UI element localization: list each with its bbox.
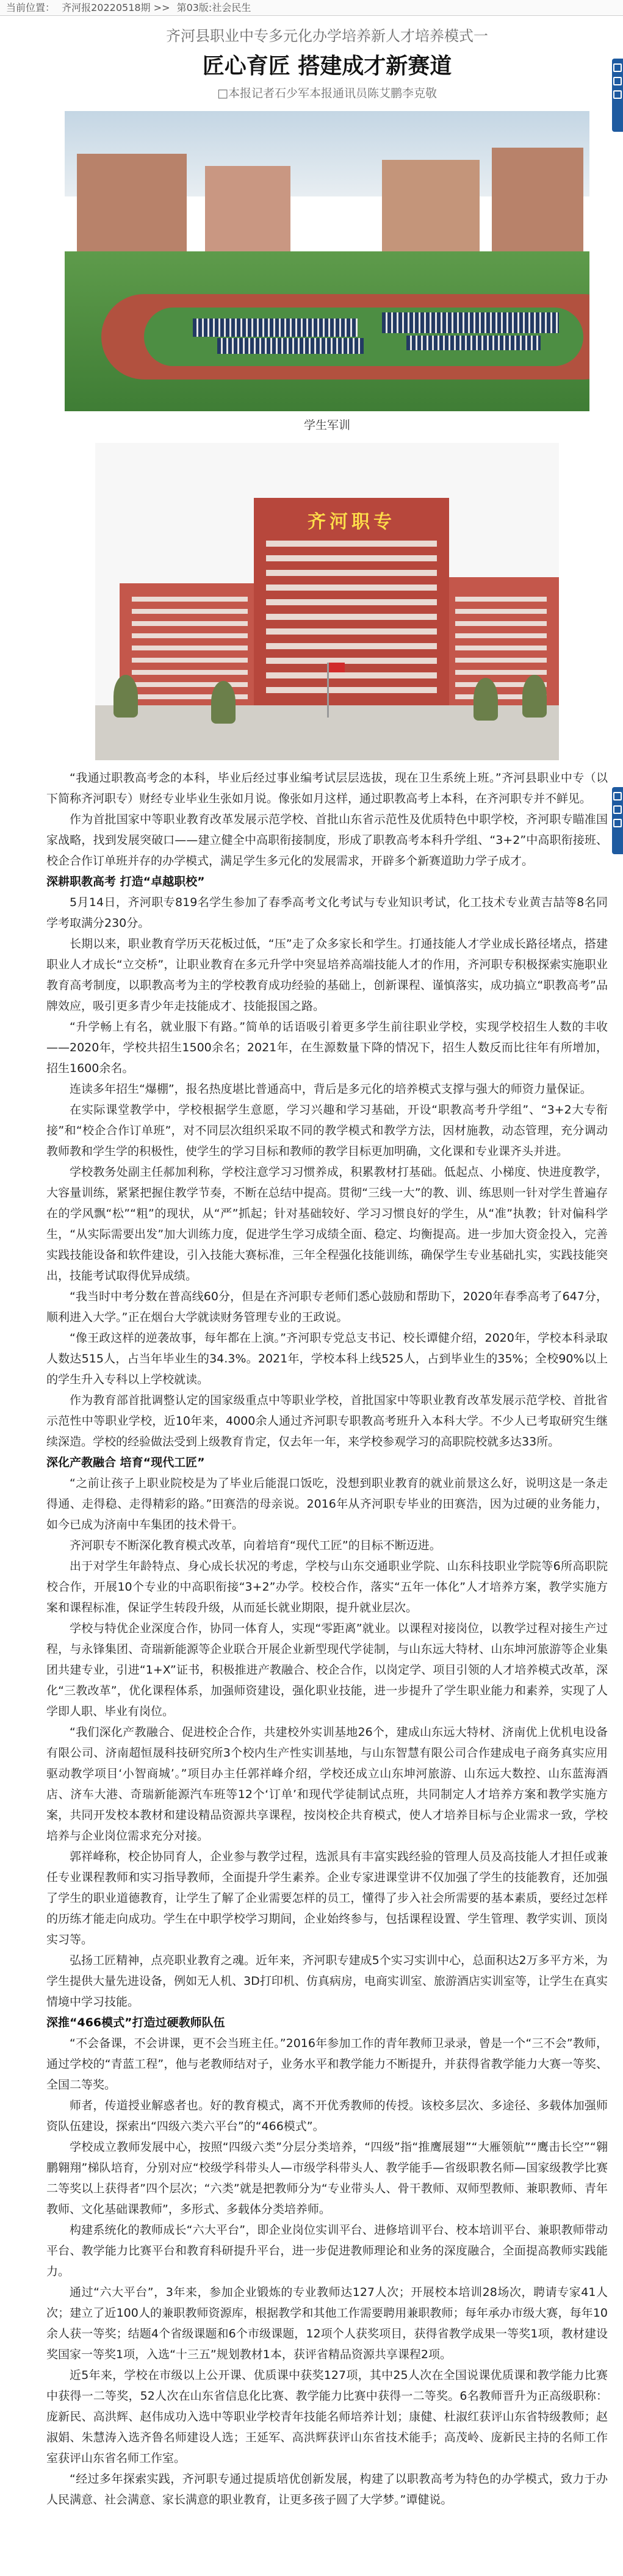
military-training-photo [65, 111, 589, 411]
paragraph: “升学畅上有名，就业服下有路。”简单的话语吸引着更多学生前往职业学校，实现学校招生人数的丰收——2020年，学校共招生1500余名；2021年，在生源数量下降的情况下，招生人数反而比往年有所增加，招生1600余名。 [46, 1020, 608, 1075]
breadcrumb-issue-link[interactable]: 齐河报20220518期 [62, 2, 151, 13]
back-to-top-icon[interactable] [613, 819, 622, 827]
paragraph: 弘扬工匠精神，点亮职业教育之魂。近年来，齐河职专建成5个实习实训中心，总面积达2万多平方米，为学生提供大量先进设备，例如无人机、3D打印机、仿真病房，电商实训室、旅游酒店实训室等，让学生在真实情境中学习技能。 [46, 1954, 608, 2009]
paragraph: 作为教育部首批调整认定的国家级重点中等职业学校，首批国家中等职业教育改革发展示范学校、首批省示范性中等职业学校，近10年来，4000余人通过齐河职专职教高考班升入本科大学。不少人已考取研究生继续深造。学校的经验做法受到上级教育肯定，仅去年一年，来学校参观学习的高职院校就多达33所。 [46, 1394, 608, 1448]
paragraph: “不会备课，不会讲课，更不会当班主任。”2016年参加工作的青年教师卫录录，曾是一个“三不会”教师，通过学校的“青蓝工程”，他与老教师结对子，业务水平和教学能力不断提升，并获得省教学能力大赛一等奖、全国二等奖。 [46, 2037, 608, 2092]
paragraph: 近5年来，学校在市级以上公开课、优质课中获奖127项，其中25人次在全国说课优质课和教学能力比赛中获得一二等奖，52人次在山东省信息化比赛、教学能力比赛中获得一二等奖。6名教师晋升为正高级职称：庞新民、高洪辉、赵伟成功入选中等职业学校青年技能名师培养计划；康健、杜淑红获评山东省特级教师；赵淑娟、朱慧涛入选齐鲁名师建设人选；王延军、高洪辉获评山东省技术能手；高茂岭、庞新民主持的名师工作室获评山东省名师工作室。 [46, 2369, 608, 2465]
breadcrumb-separator: >> [153, 2, 170, 13]
article-byline: □本报记者石少军本报通讯员陈艾鹏李克敬 [217, 87, 437, 100]
section-heading: 深化产教融合 培育“现代工匠” [46, 1456, 205, 1469]
paragraph: 构建系统化的教师成长“六大平台”，即企业岗位实训平台、进修培训平台、校本培训平台、兼职教师带动平台、教学能力比赛平台和教育科研提升平台，进一步促进教师理论和业务的深度融合，全面提高教师实践能力。 [46, 2223, 608, 2278]
paragraph: “我通过职教高考念的本科，毕业后经过事业编考试层层选拔，现在卫生系统上班。”齐河县职业中专（以下简称齐河职专）财经专业毕业生张如月说。像张如月这样，通过职教高考上本科，在齐河职专并不鲜见。 [46, 771, 608, 805]
paragraph: 齐河职专不断深化教育模式改革，向着培育“现代工匠”的目标不断迈进。 [70, 1539, 441, 1552]
article-body [46, 768, 608, 2510]
previous-page-icon[interactable] [613, 792, 622, 801]
building-sign: 齐河职专 [308, 511, 395, 533]
paragraph: “我们深化产教融合、促进校企合作，共建校外实训基地26个，建成山东远大特材、济南优上优机电设备有限公司、济南超恒晟科技研究所3个校内生产性实训基地，与山东智慧有限公司合作建成电子商务真实应用驱动教学项目‘小智商城’。”项目办主任郭祥峰介绍，学校还成立山东坤河旅游、山东远大数控、山东蓝海酒店、济车大港、奇瑞新能源汽车班等12个‘订单’和现代学徒制试点班，共同制定人才培养方案和教学实施方案，共同开发校本教材和建设精品资源共享课程，按岗校企共育模式，使人才培养目标与企业需求一致，学校培养与企业岗位需求充分对接。 [46, 1725, 608, 1843]
share-icon[interactable] [613, 63, 622, 72]
paragraph: 师者，传道授业解惑者也。好的教育模式，离不开优秀教师的传授。该校多层次、多途径、多载体加强师资队伍建设，探索出“四级六类六平台”的“466模式”。 [46, 2099, 608, 2133]
paragraph: “像王政这样的逆袭故事，每年都在上演。”齐河职专党总支书记、校长谭健介绍，2020年，学校本科录取人数达515人，占当年毕业生的34.3%。2021年，学校本科上线525人，占到毕业生的35%；全校90%以上的学生升入专科以上学校就读。 [46, 1331, 608, 1386]
print-icon[interactable] [613, 77, 622, 85]
section-heading: 深推“466模式”打造过硬教师队伍 [46, 2016, 225, 2029]
article-title: 匠心育匠 搭建成才新赛道 [202, 54, 452, 79]
font-size-icon[interactable] [613, 90, 622, 99]
next-page-icon[interactable] [613, 805, 622, 814]
paragraph: 5月14日，齐河职专819名学生参加了春季高考文化考试与专业知识考试，化工技术专业黄吉喆等8名同学考取满分230分。 [46, 896, 608, 930]
section-heading: 深耕职教高考 打造“卓越职校” [46, 875, 205, 888]
breadcrumb-page-link[interactable]: 第03版:社会民生 [176, 2, 251, 13]
breadcrumb-label: 当前位置： [6, 2, 56, 13]
side-tool-panel-secondary[interactable] [612, 787, 623, 854]
paragraph: “我当时中考分数在普高线60分，但是在齐河职专老师们悉心鼓励和帮助下，2020年春季高考了647分，顺利进入大学。”正在烟台大学就读财务管理专业的王政说。 [46, 1290, 608, 1324]
campus-building-photo [95, 443, 559, 760]
article [46, 16, 608, 2510]
paragraph: 学校成立教师发展中心，按照“四级六类”分层分类培养，“四级”指“推鹰展翅”“大雁领航”“鹰击长空”“翱鹏翱翔”梯队培育，分别对应“校级学科带头人—市级学科带头人、教学能手—省级职教名师—国家级教学比赛二等奖以上获得者”四个层次；“六类”就是把教师分为“专业带头人、骨干教师、双师型教师、兼职教师、青年教师、文化基础课教师”，多形式、多载体分类培养师。 [46, 2140, 608, 2216]
paragraph: 郭祥峰称，校企协同育人，企业参与教学过程，选派具有丰富实践经验的管理人员及高技能人才担任或兼任专业课程教师和实习指导教师，全面提升学生素养。企业专家进课堂讲不仅加强了学生的技能教育，还加强了学生的职业道德教育，让学生了解了企业需要怎样的员工，懂得了步入社会所需要的基本素质，要经过怎样的历练才能走向成功。学生在中职学校学习期间，企业始终参与，包括课程设置、学生管理、教学实训、顶岗实习等。 [46, 1850, 608, 1946]
paragraph: 出于对学生年龄特点、身心成长状况的考虑，学校与山东交通职业学院、山东科技职业学院等6所高职院校合作，开展10个专业的中高职衔接“3+2”办学。校校合作，落实“五年一体化”人才培养方案，教学实施方案和课程标准，保证学生转段升级，从而延长就业期限，提升就业层次。 [46, 1560, 608, 1614]
breadcrumb [0, 0, 623, 16]
paragraph: 连读多年招生“爆棚”，报名热度堪比普通高中，背后是多元化的培养模式支撑与强大的师资力量保证。 [70, 1082, 592, 1096]
article-kicker: 齐河县职业中专多元化办学培养新人才培养模式一 [166, 27, 488, 45]
paragraph: “经过多年探索实践，齐河职专通过提质培优创新发展，构建了以职教高考为特色的办学模式，致力于办人民满意、社会满意、家长满意的职业教育，让更多孩子圆了大学梦。”谭健说。 [46, 2472, 608, 2506]
paragraph: 学校教务处副主任郝加利称，学校注意学习习惯养成，积累教材打基础。低起点、小梯度、快进度教学，大容量训练，紧紧把握住教学节奏，不断在总结中提高。贯彻“三线一大”的教、训、练思则一针对学生普遍存在的学风飘“松”“粗”的现状，从“严”抓起；针对基础较好、学习习惯良好的学生，从“准”执教；针对偏科学生，“从实际需要出发”加大训练力度，促进学生学习成绩全面、稳定、均衡提高。进一步加大资金投入，完善实践技能设备和软件建设，引入技能大赛标准，三年全程强化技能训练，确保学生专业基础扎实，实践技能突出，技能考试取得优异成绩。 [46, 1165, 608, 1283]
paragraph: 学校与特优企业深度合作，协同一体育人，实现“零距离”就业。以课程对接岗位，以教学过程对接生产过程，与永锋集团、奇瑞新能源等企业联合开展企业新型现代学徒制，与山东远大特材、山东坤河旅游等企业集团共建专业，引进“1+X”证书，积极推进产教融合、校企合作，以岗定学、项目引领的人才培养模式改革，深化“三教改革”，优化课程体系，加强师资建设，强化职业技能，进一步提升了学生职业能力和素养，实现了人学即人职、毕业有岗位。 [46, 1622, 608, 1718]
paragraph: 通过“六大平台”，3年来，参加企业锻炼的专业教师达127人次；开展校本培训28场次，聘请专家41人次；建立了近100人的兼职教师资源库，根据教学和其他工作需要聘用兼职教师；每年承办市级大赛，每年10余人获一等奖；结题4个省级课题和6个市级课题，12项个人获奖项目，获得省教学成果一等奖1项，教材建设奖国家一等奖1项，入选“十三五”规划教材1本，获评省精品资源共享课程2项。 [46, 2286, 608, 2361]
paragraph: 长期以来，职业教育学历天花板过低，“压”走了众多家长和学生。打通技能人才学业成长路径堵点，搭建职业人才成长“立交桥”，让职业教育在多元升学中突显培养高端技能人才的作用，齐河职专积极探索实施职业教育高考制度，以职教高考为主的学校教育成功经验的基础上，创新课程、谨慎落实，成功搞立“职教高考”品牌效应，吸引更多青少年走技能成才、技能报国之路。 [46, 937, 608, 1013]
paragraph: 在实际课堂教学中，学校根据学生意愿，学习兴趣和学习基础，开设“职教高考升学组”、“3+2大专衔接”和“校企合作订单班”，对不同层次组织采取不同的教学模式和教学方法，因材施教，动态管理，充分调动教师教和学生学的积极性，使学生的学习目标和教师的教学目标更加明确，文化课和专业课齐头并进。 [46, 1103, 608, 1158]
photo-caption: 学生军训 [303, 419, 350, 432]
side-tool-panel[interactable] [612, 59, 623, 132]
paragraph: “之前让孩子上职业院校是为了毕业后能混口饭吃，没想到职业教育的就业前景这么好，说明这是一条走得通、走得稳、走得精彩的路。”田赛浩的母亲说。2016年从齐河职专毕业的田赛浩，因为过硬的业务能力，如今已成为济南中车集团的技术骨干。 [46, 1477, 608, 1531]
paragraph: 作为首批国家中等职业教育改革发展示范学校、首批山东省示范性及优质特色中职学校，齐河职专瞄准国家战略，找到发展突破口——建立健全中高职衔接制度，形成了职教高考本科升学组、“3+2”中高职衔接班、校企合作订单班并存的办学模式，满足学生多元化的发展需求，开辟多个新赛道助力学子成才。 [46, 813, 608, 868]
